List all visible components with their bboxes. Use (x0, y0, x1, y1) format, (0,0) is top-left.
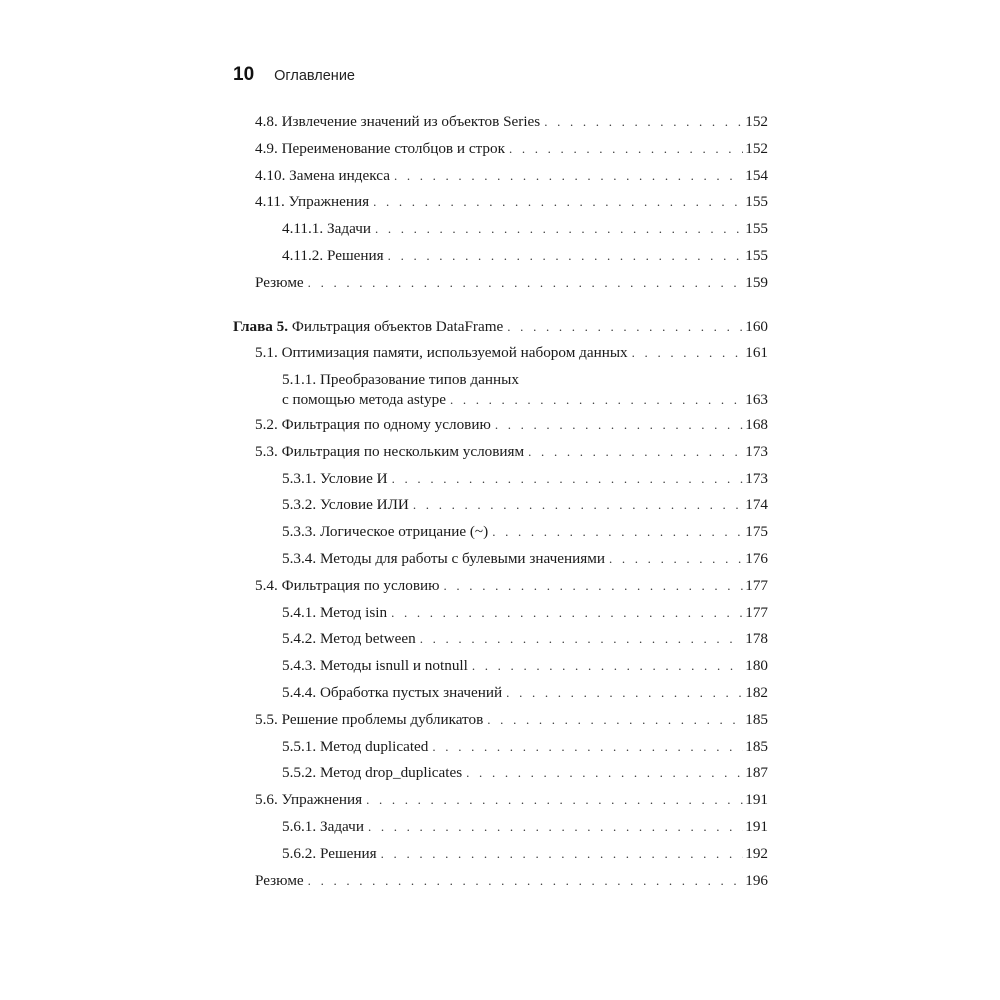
toc-entry[interactable] (282, 603, 768, 623)
toc-entry[interactable] (282, 469, 768, 489)
toc-page-number: 168 (745, 416, 768, 433)
dot-leader (413, 495, 743, 515)
toc-entry-text: 4.11.2. Решения (282, 247, 384, 264)
dot-leader (472, 656, 743, 676)
toc-entry-text: 4.11.1. Задачи (282, 220, 371, 238)
dot-leader (391, 603, 743, 623)
toc-entry[interactable] (255, 112, 768, 132)
toc-entry-title (255, 192, 373, 212)
toc-entry-text: 5.4.4. Обработка пустых значений (282, 684, 503, 701)
toc-page-number: 155 (745, 247, 768, 264)
toc-entry-title (233, 317, 507, 337)
toc-entry[interactable] (282, 844, 768, 864)
dot-leader (308, 273, 744, 293)
toc-entry[interactable] (255, 273, 768, 293)
toc-entry-title (255, 415, 495, 435)
toc-page-number: 176 (745, 550, 768, 567)
toc-entry[interactable] (282, 629, 768, 649)
toc-entry-title (282, 469, 392, 489)
toc-entry-title (282, 629, 420, 649)
dot-leader (466, 763, 743, 783)
toc-entry-title (282, 390, 450, 410)
toc-entry-title (255, 442, 528, 462)
toc-page-number: 185 (745, 710, 768, 728)
toc-page-number: 187 (745, 764, 768, 782)
toc-entry-text: 5.3.3. Логическое отрицание (~) (282, 523, 489, 541)
toc-entry-text: 5.5.1. Метод duplicated (282, 737, 429, 755)
toc-entry-text: 4.10. Замена индекса (255, 166, 390, 184)
toc-entry[interactable] (282, 737, 768, 757)
toc-entry[interactable] (282, 549, 768, 569)
toc-entry-title (255, 139, 509, 159)
dot-leader (509, 139, 743, 159)
toc-entry-text: Резюме (255, 273, 304, 291)
toc-entry[interactable] (255, 576, 768, 596)
dot-leader (632, 343, 744, 363)
toc-entry[interactable] (282, 246, 768, 266)
dot-leader (487, 710, 743, 730)
toc-page-number: 155 (745, 220, 768, 238)
toc-entry[interactable] (255, 343, 768, 363)
dot-leader (444, 576, 744, 596)
toc-entry-text: 5.5. Решение проблемы дубликатов (255, 710, 484, 728)
toc-entry-title (255, 790, 366, 810)
toc-page-number: 177 (745, 603, 768, 621)
toc-entry[interactable] (255, 871, 768, 891)
toc-entry-text: 5.1. Оптимизация памяти, используемой набором данных (255, 344, 628, 362)
toc-page-number: 175 (745, 523, 768, 541)
toc-entry[interactable] (282, 495, 768, 515)
toc-entry-title (282, 683, 506, 703)
toc-entry-title (282, 246, 388, 266)
page-number: 10 (233, 64, 255, 85)
toc-entry[interactable] (255, 415, 768, 435)
toc-page-number: 196 (745, 871, 768, 889)
toc-page-number: 192 (745, 844, 768, 862)
dot-leader (366, 790, 743, 810)
toc-entry[interactable] (255, 192, 768, 212)
toc-page-number: 155 (745, 193, 768, 211)
toc-entry-text: 4.9. Переименование столбцов и строк (255, 139, 505, 157)
toc-page-number: 163 (745, 391, 768, 409)
toc-entry-title (282, 737, 432, 757)
toc-entry-text: Резюме (255, 871, 304, 889)
dot-leader (609, 549, 743, 569)
toc-entry[interactable] (282, 817, 768, 837)
toc-entry-text: 5.6.2. Решения (282, 844, 377, 862)
toc-page-number: 154 (745, 166, 768, 184)
dot-leader (450, 390, 743, 410)
toc-entry-title (282, 656, 472, 676)
toc-entry-text: 5.3.1. Условие И (282, 469, 388, 487)
toc-entry-text: 5.2. Фильтрация по одному условию (255, 416, 491, 433)
toc-page-number: 160 (745, 317, 768, 335)
toc-entry[interactable] (255, 790, 768, 810)
dot-leader (373, 192, 743, 212)
toc-entry-text: 5.5.2. Метод drop_duplicates (282, 764, 463, 782)
dot-leader (528, 442, 743, 462)
dot-leader (392, 469, 744, 489)
toc-page-number: 182 (745, 684, 768, 701)
toc-page-number: 174 (745, 496, 768, 514)
toc-entry-text: 5.3.2. Условие ИЛИ (282, 496, 409, 514)
toc-entry[interactable] (282, 370, 768, 410)
toc-entry-title (255, 166, 394, 186)
toc-entry-text: 4.8. Извлечение значений из объектов Series (255, 113, 541, 130)
toc-page-number: 191 (745, 818, 768, 835)
running-title: Оглавление (274, 68, 355, 84)
toc-page-number: 191 (745, 791, 768, 809)
toc-entry-title (282, 219, 375, 239)
toc-entry-text: с помощью метода astype (282, 391, 446, 409)
dot-leader (507, 317, 743, 337)
dot-leader (375, 219, 743, 239)
toc-entry-title-line1: 5.1.1. Преобразование типов данных (282, 371, 519, 389)
toc-entry-title (282, 844, 381, 864)
toc-page-number: 177 (745, 576, 768, 594)
toc-entry-text: 5.4.3. Методы isnull и notnull (282, 657, 468, 675)
toc-entry[interactable] (255, 442, 768, 462)
dot-leader (308, 871, 744, 891)
toc-page-number: 159 (745, 273, 768, 291)
toc-entry[interactable] (282, 522, 768, 542)
toc-entry-title (282, 549, 609, 569)
dot-leader (420, 629, 743, 649)
toc-entry-text: 5.3. Фильтрация по нескольким условиям (255, 442, 525, 460)
toc-entry-title (282, 495, 413, 515)
dot-leader (394, 166, 743, 186)
toc-page-number: 173 (745, 442, 768, 460)
dot-leader (388, 246, 744, 266)
toc-entry-title (255, 710, 487, 730)
toc-entry-title (282, 522, 492, 542)
page-header (233, 64, 355, 88)
toc-entry-text: 5.4.1. Метод isin (282, 603, 388, 621)
toc-page-number: 180 (745, 657, 768, 675)
toc-entry[interactable] (255, 710, 768, 730)
toc-entry-text: 5.6.1. Задачи (282, 818, 364, 835)
toc-entry[interactable] (282, 656, 768, 676)
toc-entry-title (255, 112, 544, 132)
toc-page-number: 152 (745, 139, 768, 157)
toc-entry-title (255, 273, 308, 293)
toc-entry[interactable] (255, 139, 768, 159)
toc-entry-title (255, 343, 632, 363)
toc-entry-text: 4.11. Упражнения (255, 193, 370, 211)
dot-leader (432, 737, 743, 757)
dot-leader (506, 683, 743, 703)
toc-entry-title (282, 763, 466, 783)
toc-page-number: 178 (745, 630, 768, 648)
toc-entry-text: 5.3.4. Методы для работы с булевыми значениями (282, 550, 605, 567)
dot-leader (492, 522, 743, 542)
toc-entry[interactable] (233, 317, 768, 337)
toc-entry-text: 5.6. Упражнения (255, 791, 363, 809)
toc-entry-text: 5.4. Фильтрация по условию (255, 576, 440, 594)
toc-entry-title (282, 603, 391, 623)
toc-page-number: 161 (745, 344, 768, 362)
toc-page-number: 152 (745, 113, 768, 130)
dot-leader (368, 817, 743, 837)
toc-entry-text: Фильтрация объектов DataFrame (288, 317, 504, 335)
toc-entry[interactable] (255, 166, 768, 186)
toc-entry[interactable] (282, 683, 768, 703)
dot-leader (495, 415, 743, 435)
chapter-label: Глава 5. (233, 317, 289, 335)
toc-entry-title (282, 817, 368, 837)
toc-entry-title (255, 576, 444, 596)
toc-entry-title (255, 871, 308, 891)
dot-leader (544, 112, 743, 132)
toc-page-number: 173 (745, 469, 768, 487)
dot-leader (381, 844, 744, 864)
toc-entry[interactable] (282, 763, 768, 783)
toc-page-number: 185 (745, 737, 768, 755)
toc-entry[interactable] (282, 219, 768, 239)
toc-entry-text: 5.4.2. Метод between (282, 630, 416, 648)
